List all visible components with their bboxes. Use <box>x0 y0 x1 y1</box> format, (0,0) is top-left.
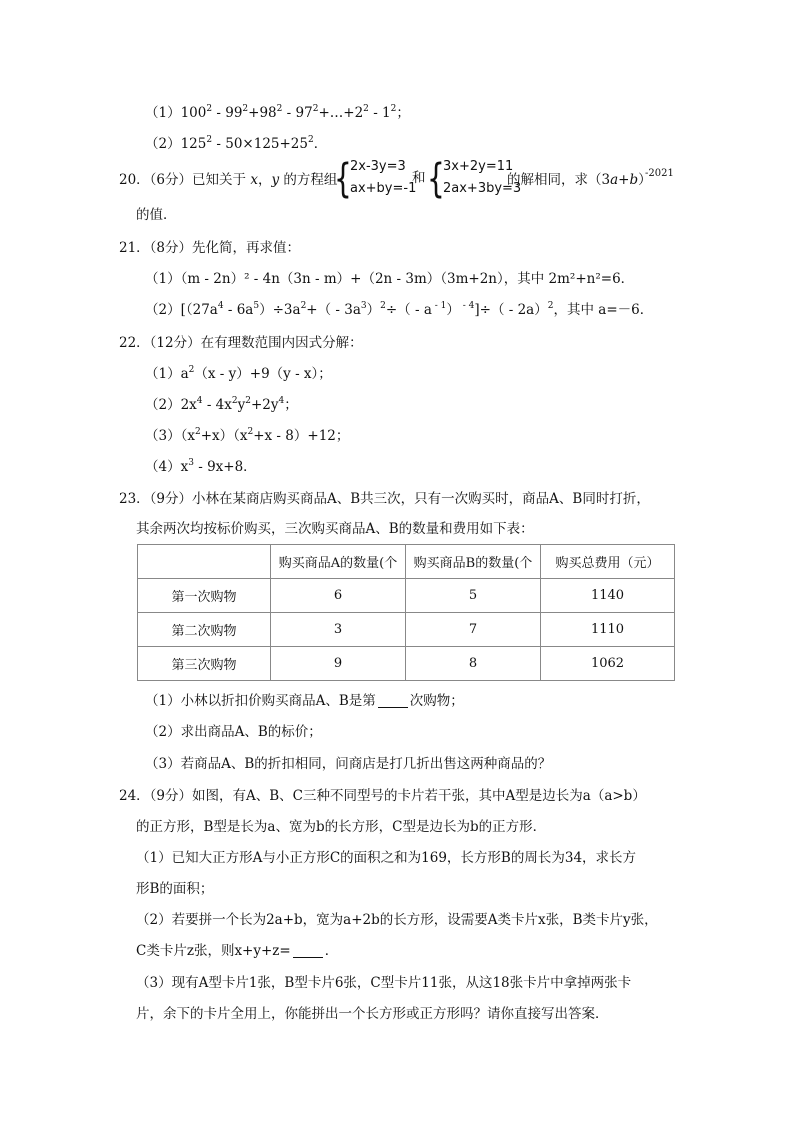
table-cell: 6 <box>271 579 406 613</box>
table-header-cell <box>138 545 271 579</box>
q19-part2: $(2)125^2 - 50\times 125+25^2$． <box>145 135 328 152</box>
table-header-row <box>138 545 675 579</box>
table-header-cell: 购买商品B的数量(个 <box>406 545 541 579</box>
left-brace-icon: { <box>334 156 352 202</box>
system2-eq1: 3x+2y=11 <box>443 159 514 174</box>
purchase-table <box>137 544 675 681</box>
q22-part1: $(1)a^2(x - y)+9(y - x)$； <box>145 365 332 382</box>
q20-exponent: -2021 <box>645 168 674 179</box>
q20-line1: 20．（6分）已知关于 x，y 的方程组 <box>119 172 338 188</box>
q24-part2-line2: C类卡片z张，则x+y+z= ． <box>136 943 339 959</box>
q23-part2: （2）求出商品A、B的标价； <box>145 724 322 740</box>
q24-part1-line1: （1）已知大正方形A与小正方形C的面积之和为169，长方形B的周长为34，求长方 <box>136 850 637 866</box>
q21-part2: $(2)[(27a^4 - 6a^5)\div 3a^2+( - 3a^3)^2\div( - a$ $^{- 1}$） $^{- 4}$]÷（ - 2a）$^2$，其中 a=－6． <box>145 301 654 318</box>
table-row <box>138 647 675 681</box>
q23-line2: 其余两次均按标价购买，三次购买商品A、B的数量和费用如下表： <box>136 521 534 537</box>
q20-and: 和 <box>412 170 426 186</box>
table-cell: 1062 <box>541 647 675 681</box>
answer-blank <box>378 693 408 708</box>
table-cell: 5 <box>406 579 541 613</box>
table-cell: 1110 <box>541 613 675 647</box>
table-cell: 第三次购物 <box>138 647 271 681</box>
table-cell: 1140 <box>541 579 675 613</box>
q24-part1-line2: 形B的面积； <box>136 881 214 897</box>
table-header-cell: 购买商品A的数量(个 <box>271 545 406 579</box>
q24-part3-line2: 片，余下的卡片全用上，你能拼出一个长方形或正方形吗？请你直接写出答案． <box>136 1006 609 1022</box>
q24-line2: 的正方形，B型是长为a、宽为b的长方形，C型是边长为b的正方形． <box>136 819 547 835</box>
q24-part2-line1: （2）若要拼一个长为2a+b，宽为a+2b的长方形，设需要A类卡片x张，B类卡片y张， <box>136 912 658 928</box>
q20-line2: 的值． <box>136 207 177 223</box>
left-brace-icon: { <box>427 156 445 202</box>
q22-part4: $(4)x^3 - 9x+8$． <box>145 458 257 475</box>
q23-title: 23．（9分）小林在某商店购买商品A、B共三次，只有一次购买时，商品A、B同时打折， <box>119 491 650 507</box>
system2-eq2: 2ax+3by=3 <box>443 181 522 196</box>
q21-title: 21．（8分）先化简，再求值： <box>119 240 301 256</box>
q22-title: 22．（12分）在有理数范围内因式分解： <box>119 335 363 351</box>
q22-part2: $(2)2x^4 - 4x^2y^2+2y^4$； <box>145 396 298 413</box>
table-cell: 8 <box>406 647 541 681</box>
table-header-cell: 购买总费用（元） <box>541 545 675 579</box>
q19-part1: $(1)100^2 - 99^2+98^2$ - $97^2+\dots+2^2 - 1^2$； <box>145 104 410 121</box>
table-cell: 7 <box>406 613 541 647</box>
system1-eq1: 2x-3y=3 <box>350 159 406 174</box>
q23-part3: （3）若商品A、B的折扣相同，问商店是打几折出售这两种商品的？ <box>145 756 552 772</box>
q24-title: 24．（9分）如图，有A、B、C三种不同型号的卡片若干张，其中A型是边长为a（a>b） <box>119 788 646 804</box>
table-cell: 第一次购物 <box>138 579 271 613</box>
q24-part3-line1: （3）现有A型卡片1张，B型卡片6张，C型卡片11张，从这18张卡片中拿掉两张卡 <box>136 975 632 991</box>
table-cell: 3 <box>271 613 406 647</box>
q23-part1: （1）小林以折扣价购买商品A、B是第 次购物； <box>145 693 464 709</box>
table-row <box>138 613 675 647</box>
table-row <box>138 579 675 613</box>
answer-blank <box>293 943 323 958</box>
q20-line1-tail: 的解相同，求（3a+b） <box>507 172 652 188</box>
table-cell: 9 <box>271 647 406 681</box>
q22-part3: $(3)(x^2+x)(x^2+x - 8)+12$； <box>145 427 350 444</box>
q21-part1: （1）（m - 2n）² - 4n（3n - m）+（2n - 3m）（3m+2n），其中 2m²+n²=6． <box>145 271 635 287</box>
table-cell: 第二次购物 <box>138 613 271 647</box>
system1-eq2: ax+by=-1 <box>350 181 417 196</box>
